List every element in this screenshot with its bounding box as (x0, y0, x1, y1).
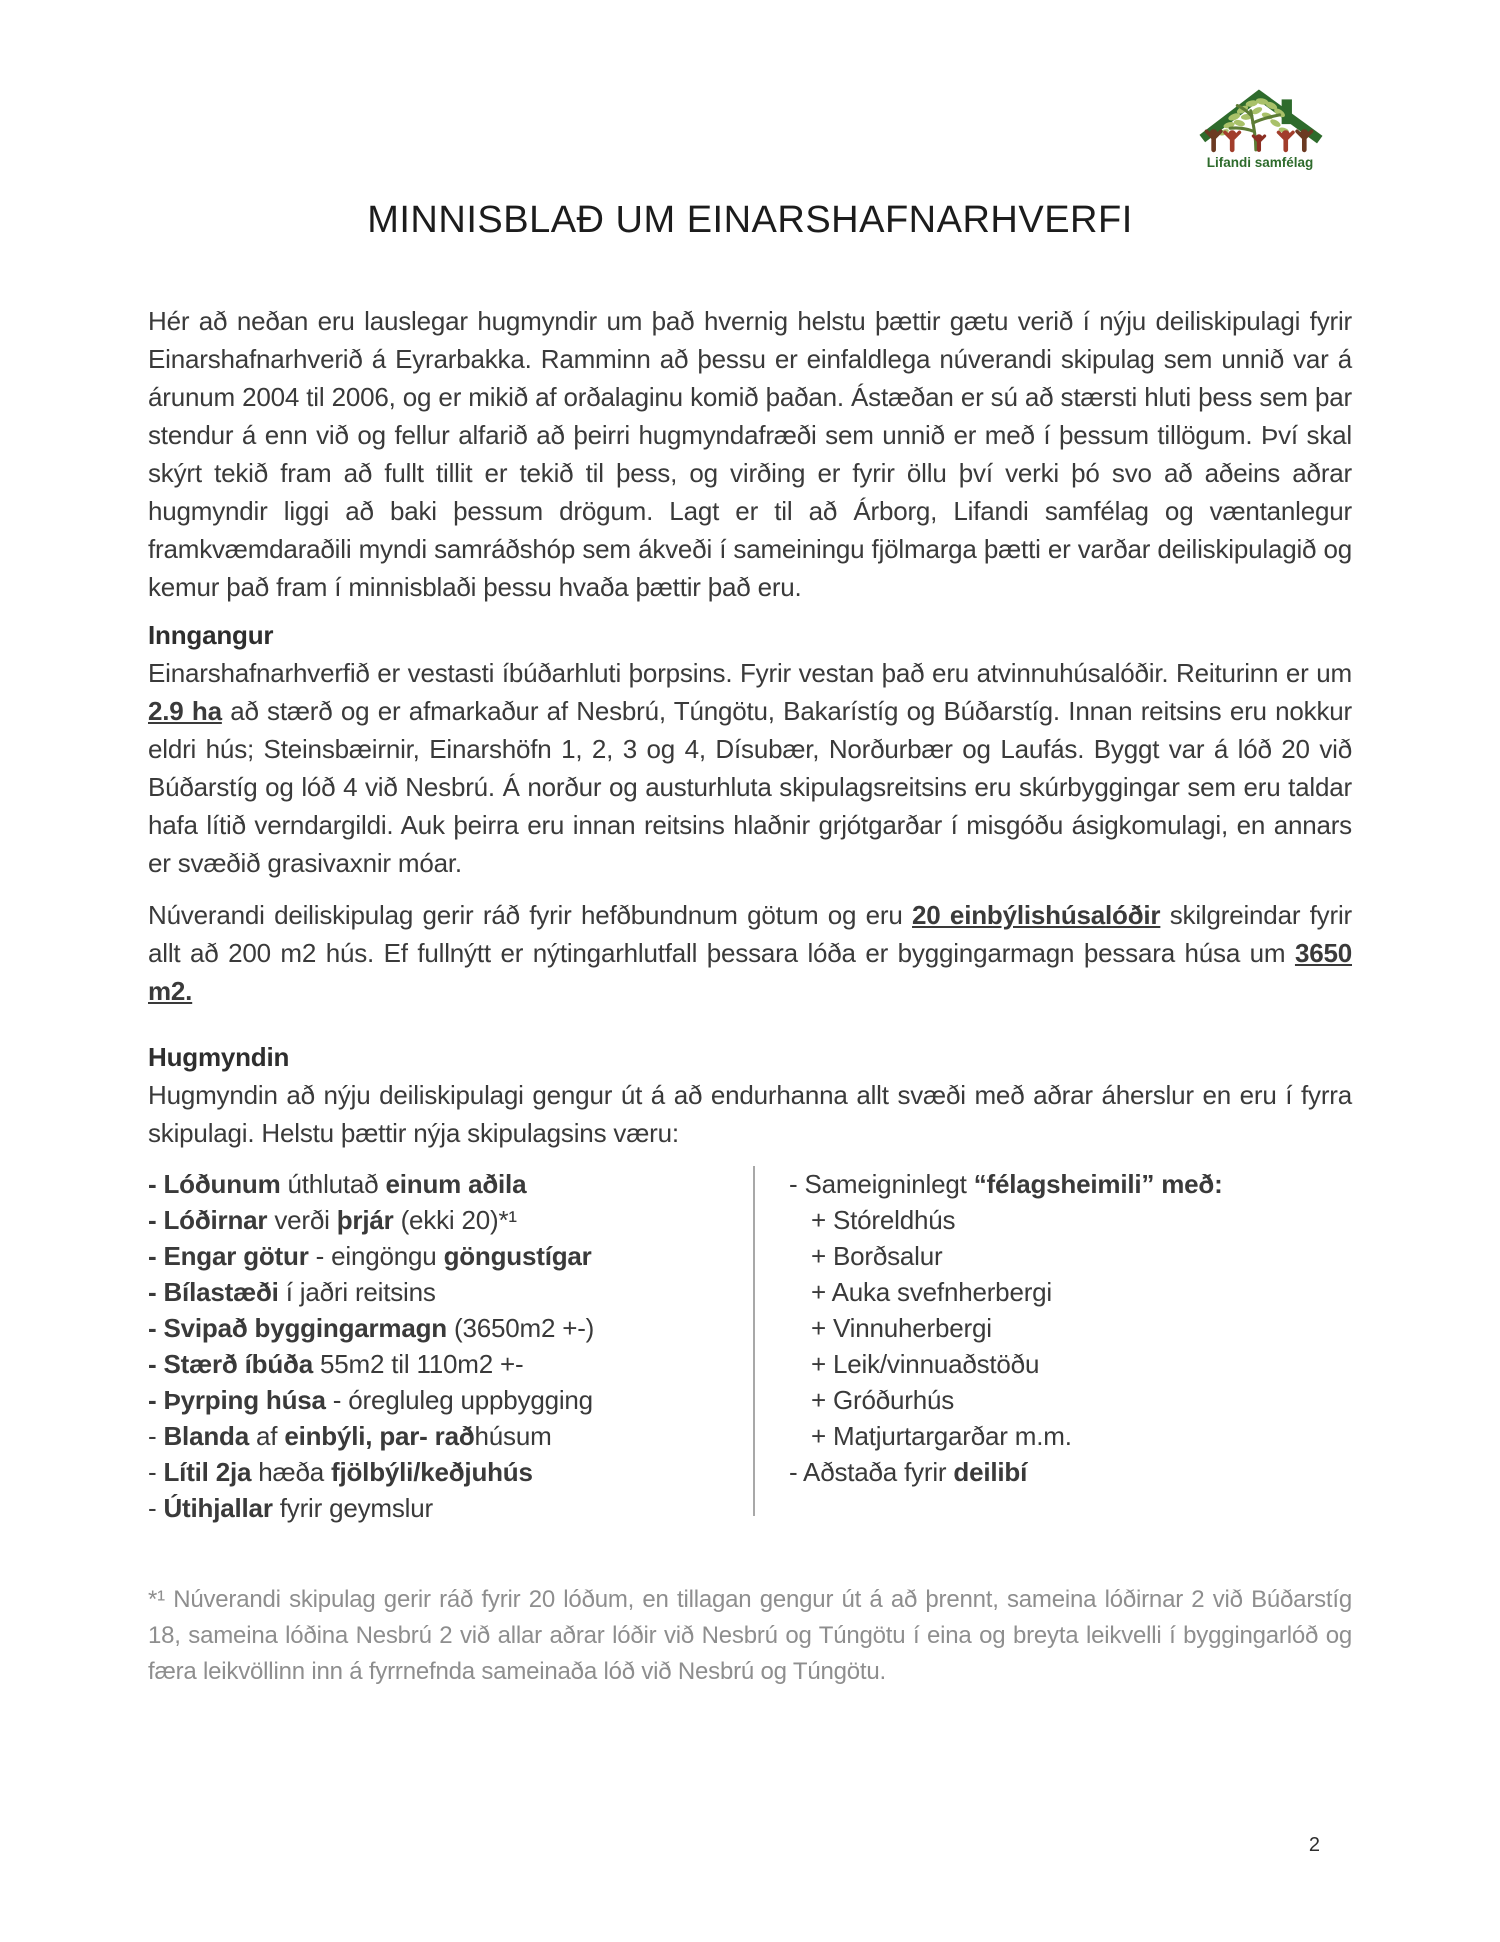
list-item: - Stærð íbúða 55m2 til 110m2 +- (148, 1349, 524, 1379)
list-item: + Stóreldhús (811, 1205, 956, 1235)
list-item: - Svipað byggingarmagn (3650m2 +-) (148, 1313, 595, 1343)
section-heading-inngangur: Inngangur (148, 620, 274, 650)
left-column (148, 1166, 753, 1526)
list-item: + Leik/vinnuaðstöðu (811, 1349, 1040, 1379)
opening-paragraph: Hér að neðan eru lauslegar hugmyndir um það hvernig helstu þættir gætu verið í nýju deiliskipulagi fyrir Einarshafnarhverið á Eyrarbakka. Ramminn að þessu er einfaldlega núverandi skipulag sem unnið var á árunum 2004 til 2006, og er mikið af orðalaginu komið þaðan. Ástæðan er sú að stærsti hluti þess sem þar stendur á enn við og fellur alfarið að þeirri hugmyndafræði sem unnið er með í þessum tillögum. Því skal skýrt tekið fram að fullt tillit er tekið til þess, og virðing er fyrir öllu því verki þó svo að aðeins aðrar hugmyndir liggi að baki þessum drögum. Lagt er til að Árborg, Lifandi samfélag og væntanlegur framkvæmdaraðili myndi samráðshóp sem ákveði í sameiningu fjölmarga þætti er varðar deiliskipulagið og kemur það fram í minnisblaði þessu hvaða þættir það eru. (148, 306, 1352, 602)
lifandi-samfelag-logo (1192, 86, 1328, 170)
hugmyndin-paragraph: Hugmyndin að nýju deiliskipulagi gengur út á að endurhanna allt svæði með aðrar áherslur en eru í fyrra skipulagi. Helstu þættir nýja skipulagsins væru: (148, 1080, 1352, 1148)
list-item: - Bílastæði í jaðri reitsins (148, 1277, 436, 1307)
house-tree-logo-icon (1193, 86, 1327, 154)
list-item: - Lóðunum úthlutað einum aðila (148, 1169, 527, 1199)
list-item: + Matjurtargarðar m.m. (811, 1421, 1072, 1451)
list-item: + Vinnuherbergi (811, 1313, 992, 1343)
logo-wordmark: Lifandi samfélag (1206, 155, 1314, 170)
list-item: - Aðstaða fyrir deilibí (789, 1457, 1028, 1487)
page-number: 2 (1308, 1834, 1320, 1856)
footnote: *¹ Núverandi skipulag gerir ráð fyrir 20 lóðum, en tillagan gengur út á að þrennt, sameina lóðirnar 2 við Búðarstíg 18, sameina lóðina Nesbrú 2 við allar aðrar lóðir við Nesbrú og Túngötu í eina og breyta leikvelli í byggingarlóð og færa leikvöllinn inn á fyrrnefnda sameinaða lóð við Nesbrú og Túngötu. (148, 1586, 1352, 1685)
section-heading-hugmyndin: Hugmyndin (148, 1042, 290, 1072)
list-item: - Blanda af einbýli, par- raðhúsum (148, 1421, 552, 1451)
list-item: - Engar götur - eingöngu göngustígar (148, 1241, 592, 1271)
list-item: - Sameigninlegt “félagsheimili” með: (789, 1169, 1223, 1199)
list-item: + Borðsalur (811, 1241, 943, 1271)
list-item: - Útihjallar fyrir geymslur (148, 1493, 433, 1523)
right-column (755, 1166, 1352, 1490)
inngangur-paragraph: Einarshafnarhverfið er vestasti íbúðarhluti þorpsins. Fyrir vestan það eru atvinnuhúsalóðir. Reiturinn er um 2.9 ha að stærð og er afmarkaður af Nesbrú, Túngötu, Bakarístíg og Búðarstíg. Innan reitsins eru nokkur eldri hús; Steinsbæirnir, Einarshöfn 1, 2, 3 og 4, Dísubær, Norðurbær og Laufás. Byggt var á lóð 20 við Búðarstíg og lóð 4 við Nesbrú. Á norður og austurhluta skipulagsreitsins eru skúrbyggingar sem eru taldar hafa lítið verndargildi. Auk þeirra eru innan reitsins hlaðnir grjótgarðar í misgóðu ásigkomulagi, en annars er svæðið grasivaxnir móar. (148, 658, 1352, 878)
list-item: + Auka svefnherbergi (811, 1277, 1052, 1307)
page-title: MINNISBLAÐ UM EINARSHAFNARHVERFI (367, 199, 1133, 241)
list-item: - Lítil 2ja hæða fjölbýli/keðjuhús (148, 1457, 533, 1487)
list-item: + Gróðurhús (811, 1385, 955, 1415)
list-item: - Þyrping húsa - óregluleg uppbygging (148, 1385, 593, 1415)
two-column-list (148, 1166, 1352, 1526)
nuverandi-paragraph: Núverandi deiliskipulag gerir ráð fyrir hefðbundnum götum og eru 20 einbýlishúsalóðir skilgreindar fyrir allt að 200 m2 hús. Ef fullnýtt er nýtingarhlutfall þessara lóða er byggingarmagn þessara húsa um 3650 m2. (148, 900, 1352, 1006)
list-item: - Lóðirnar verði þrjár (ekki 20)*¹ (148, 1205, 517, 1235)
